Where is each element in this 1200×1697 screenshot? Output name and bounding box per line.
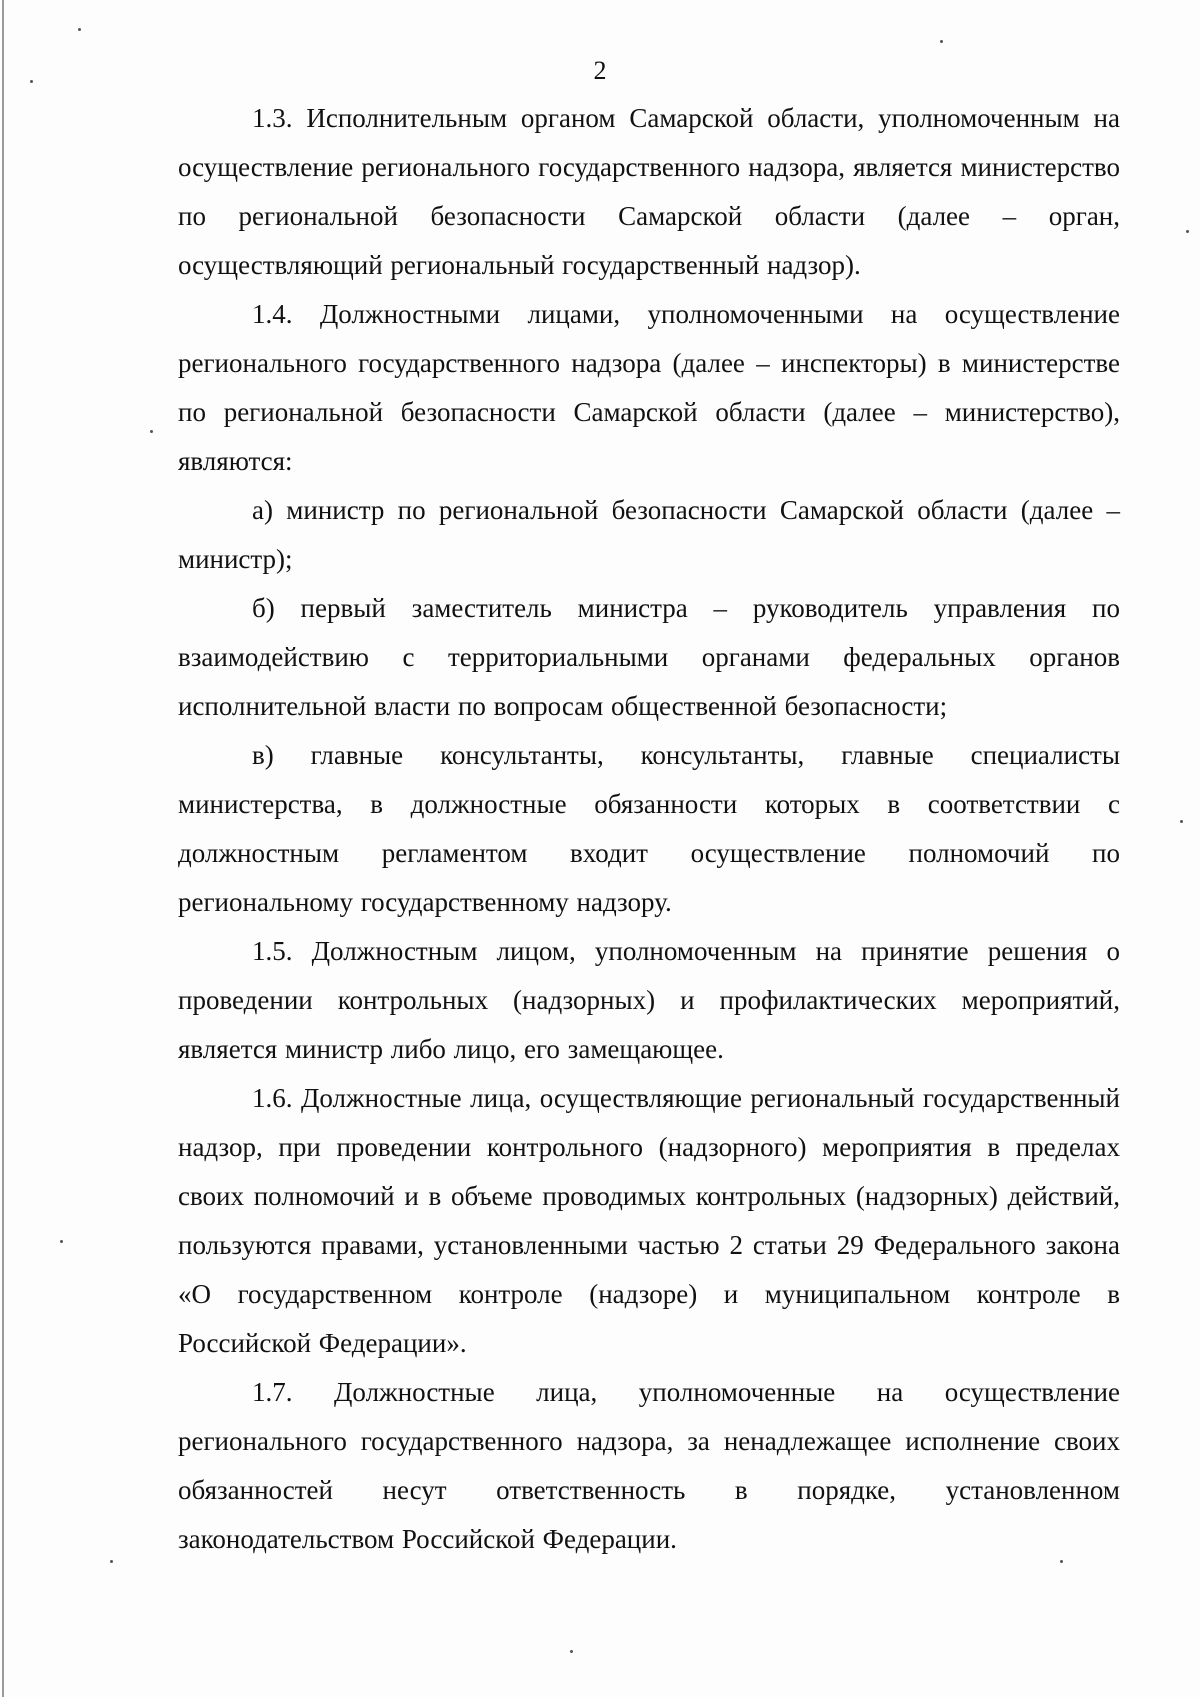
paragraph-1-4-v: в) главные консультанты, консультанты, главные специалисты министерства, в должностные обязанности которых в соответствии с должностным регламентом входит осуществление полномочий по региональному государственному надзору. xyxy=(178,740,1120,917)
scan-speck xyxy=(940,40,943,43)
paragraph-1-6: 1.6. Должностные лица, осуществляющие региональный государственный надзор, при проведении контрольного (надзорного) мероприятия в пределах своих полномочий и в объеме проводимых контрольных (надзорных) действий, пользуются правами, установленными частью 2 статьи 29 Федерального закона «О государственном контроле (надзоре) и муниципальном контроле в Российской Федерации». xyxy=(178,1083,1120,1358)
scan-edge xyxy=(2,0,4,1697)
paragraph-1-4-b: б) первый заместитель министра – руководитель управления по взаимодействию с территориальными органами федеральных органов исполнительной власти по вопросам общественной безопасности; xyxy=(178,593,1120,721)
scan-speck xyxy=(1060,1560,1063,1563)
scan-speck xyxy=(60,1240,63,1243)
page-number: 2 xyxy=(593,56,607,85)
scan-speck xyxy=(150,430,153,433)
document-body xyxy=(178,94,1120,1564)
scan-speck xyxy=(1186,230,1189,233)
scan-speck xyxy=(30,80,33,83)
paragraph-1-4-a: а) министр по региональной безопасности Самарской области (далее – министр); xyxy=(178,495,1120,574)
scan-speck xyxy=(1180,820,1183,823)
paragraph-1-5: 1.5. Должностным лицом, уполномоченным на принятие решения о проведении контрольных (надзорных) и профилактических мероприятий, является министр либо лицо, его замещающее. xyxy=(178,936,1120,1064)
scan-speck xyxy=(78,28,81,31)
paragraph-1-7: 1.7. Должностные лица, уполномоченные на осуществление регионального государственного надзора, за ненадлежащее исполнение своих обязанностей несут ответственность в порядке, установленном законодательством Российской Федерации. xyxy=(178,1377,1120,1554)
scan-speck xyxy=(570,1650,573,1653)
paragraph-1-4: 1.4. Должностными лицами, уполномоченными на осуществление регионального государственного надзора (далее – инспекторы) в министерстве по региональной безопасности Самарской области (далее – министерство), являются: xyxy=(178,299,1120,476)
paragraph-1-3: 1.3. Исполнительным органом Самарской области, уполномоченным на осуществление регионального государственного надзора, является министерство по региональной безопасности Самарской области (далее – орган, осуществляющий региональный государственный надзор). xyxy=(178,103,1120,280)
scan-speck xyxy=(110,1560,113,1563)
